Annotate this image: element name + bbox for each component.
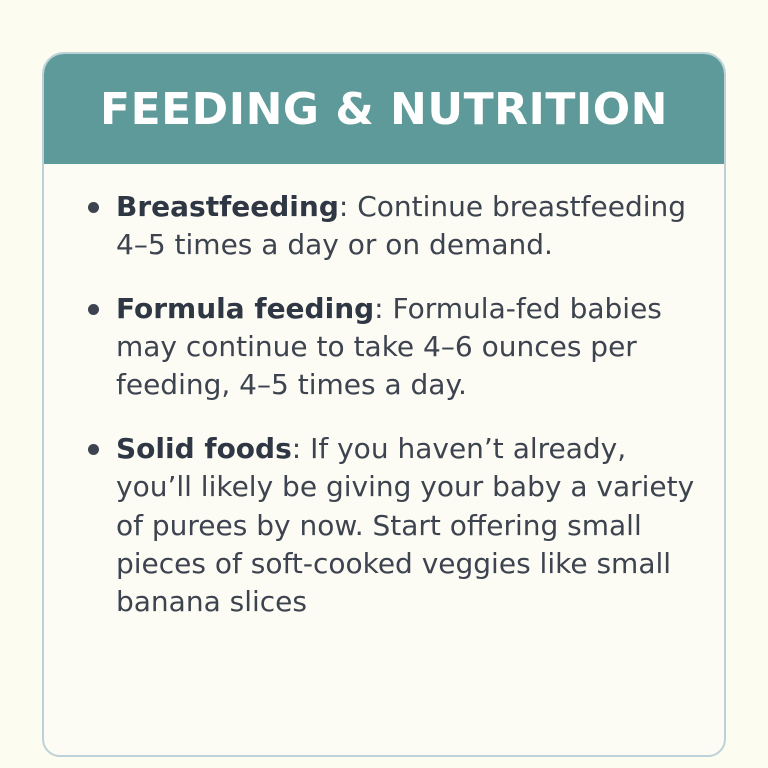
list-item <box>70 290 698 404</box>
card-body <box>44 164 724 621</box>
list-item-lead: Solid foods <box>116 432 292 466</box>
bullet-dot-icon <box>88 202 99 213</box>
card-header <box>44 54 724 164</box>
feeding-nutrition-card <box>42 52 726 757</box>
bullet-dot-icon <box>88 444 99 455</box>
page-title: FEEDING & NUTRITION <box>100 83 668 135</box>
list-item-lead: Formula feeding <box>116 292 375 326</box>
tips-list <box>70 188 698 621</box>
list-item <box>70 430 698 620</box>
list-item-lead: Breastfeeding <box>116 190 339 223</box>
list-item-text: : Continue breastfeeding 4–5 times a day or on demand. <box>116 190 687 262</box>
bullet-dot-icon <box>88 304 99 315</box>
list-item <box>70 188 698 264</box>
list-item-text: : Formula-fed babies may continue to take 4–6 ounces per feeding, 4–5 times a day. <box>116 292 662 402</box>
list-item-text: : If you haven’t already, you’ll likely be giving your baby a variety of purees by now. Start offering small pieces of soft-cooked veggies like small banana slices <box>116 432 695 618</box>
